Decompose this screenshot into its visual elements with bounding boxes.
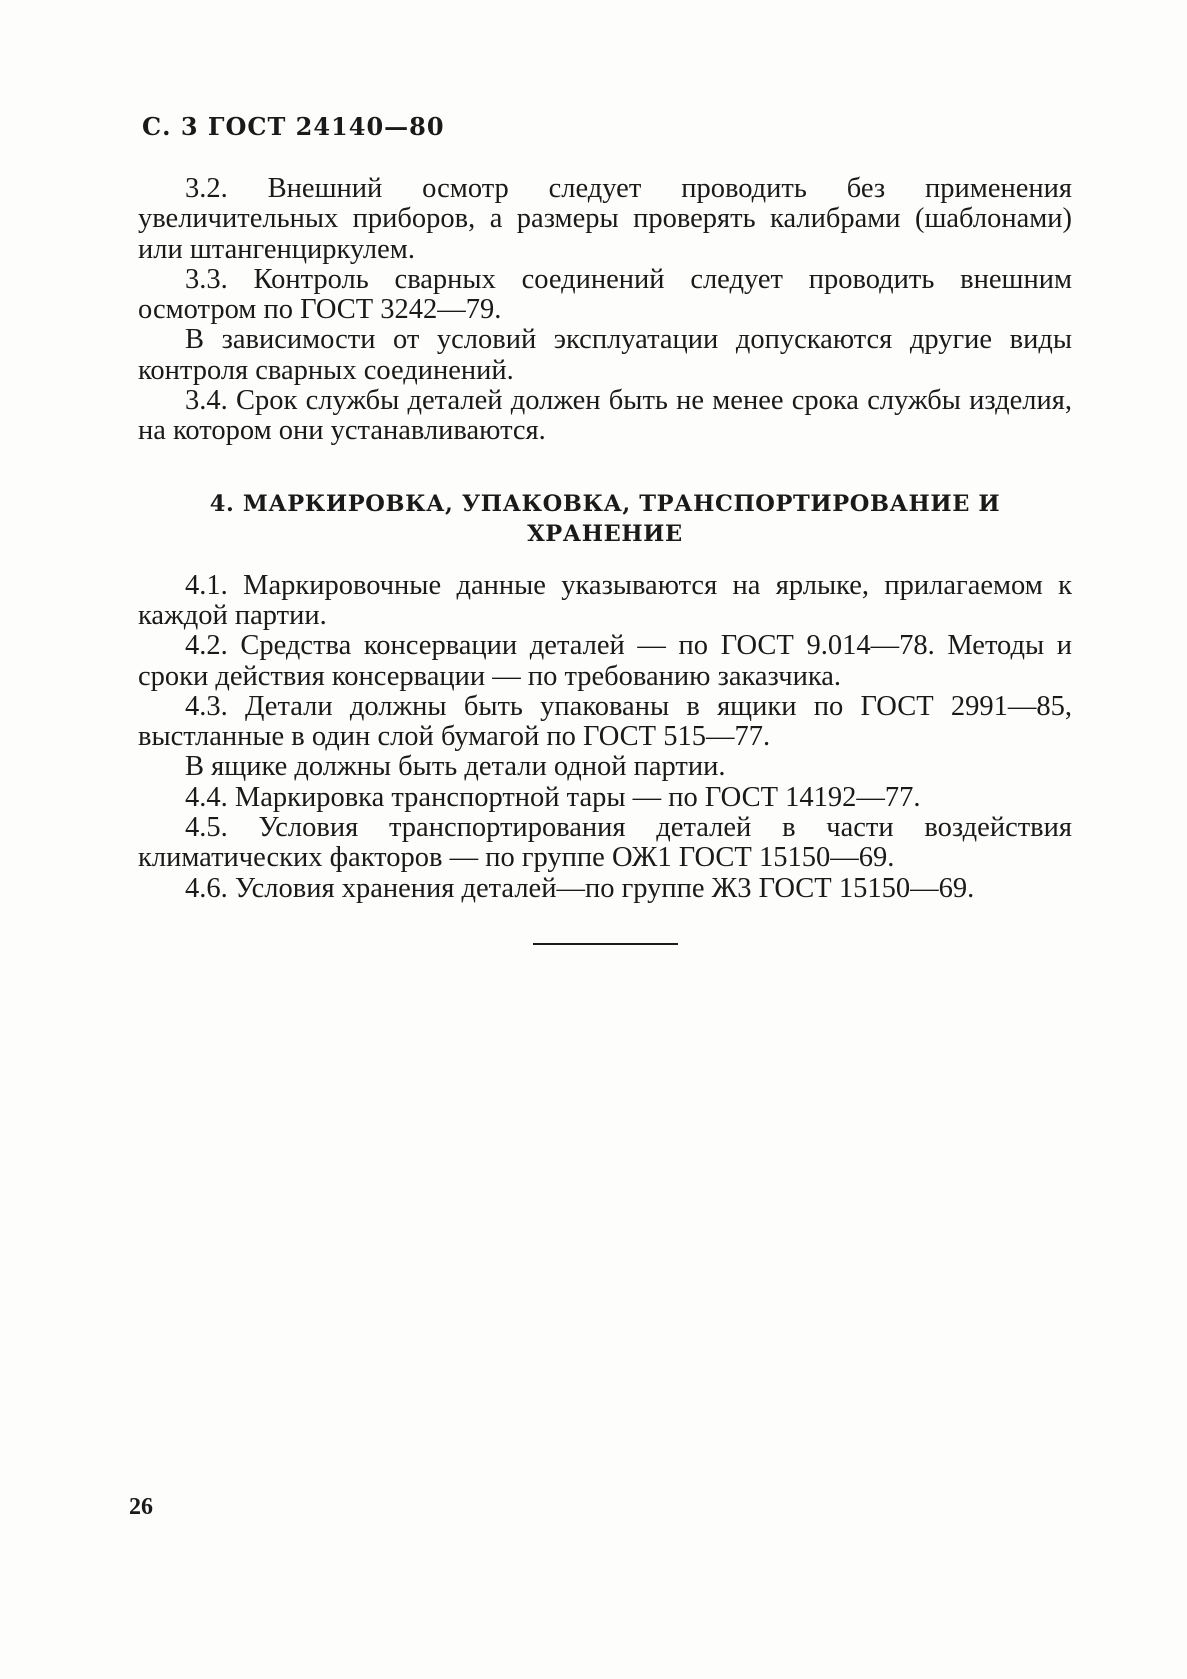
paragraph-3-2: 3.2. Внешний осмотр следует проводить без применения увеличительных приборов, а размеры проверять калибрами (шаблонами) или штангенциркулем. [138,173,1072,265]
paragraph-4-4: 4.4. Маркировка транспортной тары — по ГОСТ 14192—77. [185,781,921,813]
paragraph-3-4: 3.4. Срок службы деталей должен быть не менее срока службы изделия, на котором они устанавливаются. [138,385,1072,447]
paragraph-3-3-note: В зависимости от условий эксплуатации допускаются другие виды контроля сварных соединений. [138,324,1072,386]
document-body [138,174,1072,904]
paragraph-3-3: 3.3. Контроль сварных соединений следует проводить внешним осмотром по ГОСТ 3242—79. [138,263,1072,326]
paragraph-4-6: 4.6. Условия хранения деталей—по группе Ж3 ГОСТ 15150—69. [185,872,975,904]
page-number: 26 [129,1494,153,1520]
paragraph-4-1: 4.1. Маркировочные данные указываются на ярлыке, прилагаемом к каждой партии. [138,569,1072,631]
paragraph-4-3-note: В ящике должны быть детали одной партии. [185,751,726,783]
paragraph-4-5: 4.5. Условия транспортирования деталей в части воздействия климатических факторов — по группе ОЖ1 ГОСТ 15150—69. [138,812,1072,874]
paragraph-4-2: 4.2. Средства консервации деталей — по ГОСТ 9.014—78. Методы и сроки действия консервации — по требованию заказчика. [138,630,1072,692]
running-header: С. 3 ГОСТ 24140—80 [142,112,445,141]
end-rule-divider [533,943,678,945]
paragraph-4-3: 4.3. Детали должны быть упакованы в ящики по ГОСТ 2991—85, выстланные в один слой бумагой по ГОСТ 515—77. [138,690,1072,753]
section-4-heading: 4. МАРКИРОВКА, УПАКОВКА, ТРАНСПОРТИРОВАНИЕ И ХРАНЕНИЕ [209,490,1001,547]
